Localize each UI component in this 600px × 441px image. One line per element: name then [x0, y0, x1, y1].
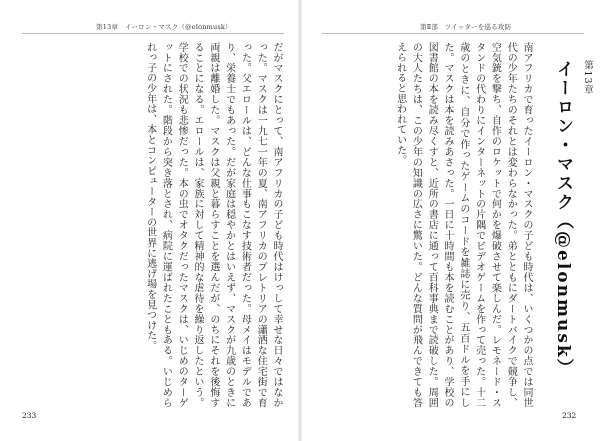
- chapter-number: 第13章: [582, 60, 593, 96]
- body-text: だがマスクにとって、南アフリカの子ども時代はけっして幸せな日々ではなかった。マスクは一九七一年の夏、南アフリカのプレトリアの瀟洒な住宅街で育った。父エロールは、どんな仕事もこなす技術者だった。母メイはモデルであり、栄養士でもあった。だが家庭は穏やかとはいえず、マスクが九歳のときに両親は離婚した。マスクは父親と暮らすことを選んだが、のちにそれを後悔することになる。エロールは、家族に対して精神的な虐待を繰り返したという。学校での状況も悲惨だった。本の虫でオタクだったマスクは、いじめのターゲットにされた。階段から突き落とされ、病院に運ばれたこともある。いじめられっ子の少年は、本とコンピューターの世界に逃げ場を見つけた。: [144, 42, 282, 408]
- header-rule: [322, 33, 584, 34]
- running-head: 第13章 イーロン・マスク（@elonmusk）: [96, 23, 232, 31]
- header-rule: [22, 33, 284, 34]
- right-page: [300, 0, 600, 441]
- page-number: 233: [22, 411, 37, 420]
- chapter-heading: [544, 60, 594, 400]
- body-text: 南アフリカで育ったイーロン・マスクの子ども時代は、いくつかの点では同世代の少年たちのそれとは変わらなかった。弟とともにダートバイクで競争し、空気銃を撃ち、自作のロケットで何かを爆破させて楽しんだ。レモネード・スタンドの代わりにインターネットの片隅でビデオゲームを作って売った。十二歳のときに、自分で作ったゲームのコードを雑誌に売り、五百ドルを手にした。マスクは本を読みあさった。一日に十時間も本を読むことがあり、学校の図書館の本を読み尽くすと、近所の書店に通って百科事典まで読破した。周囲の大人たちは、この少年の知識の広さに驚いた。どんな質問が飛んできても答えられると思われていた。: [394, 42, 532, 408]
- page-number: 232: [562, 411, 577, 420]
- chapter-title: イーロン・マスク（@elonmusk）: [553, 60, 573, 378]
- running-head: 第Ⅱ部 ツイッターを巡る攻防: [420, 23, 512, 31]
